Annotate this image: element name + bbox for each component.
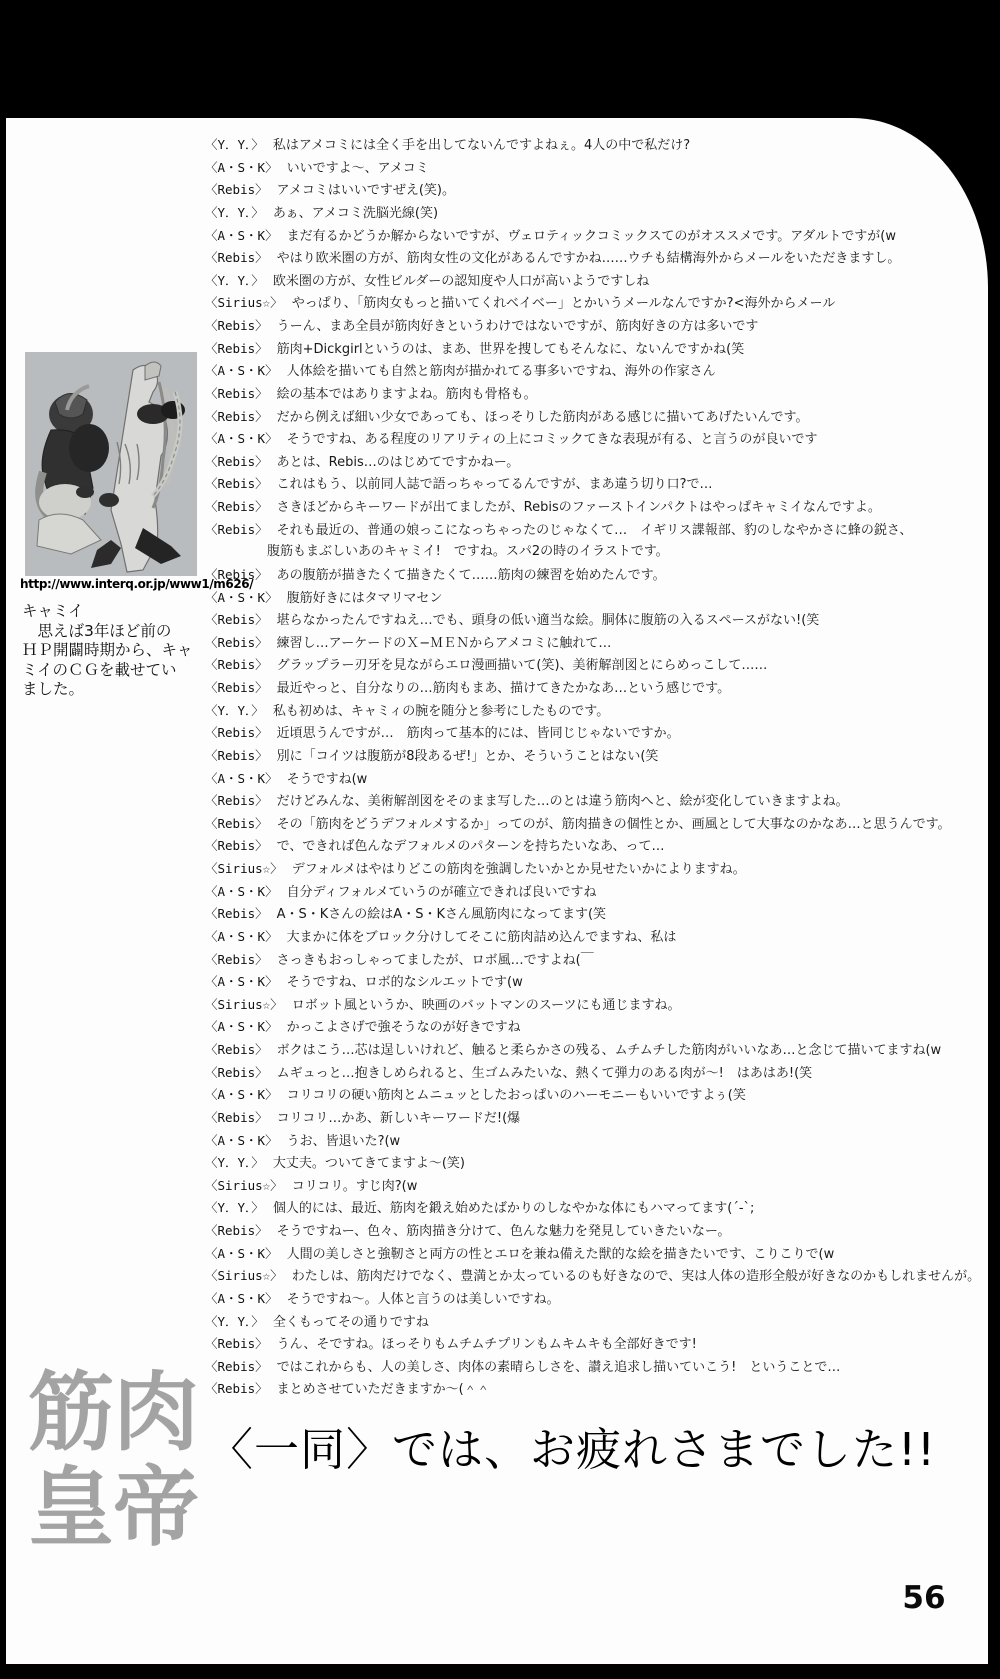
chat-speaker: 〈A・S・K〉 xyxy=(205,770,278,786)
chat-speaker: 〈Rebis〉 xyxy=(205,408,268,424)
chat-line xyxy=(205,564,984,587)
chat-line xyxy=(205,858,984,881)
page xyxy=(6,118,988,1664)
chat-text: さきほどからキーワードが出てましたが、Rebisのファーストインパクトはやっぱキャミイなんですよ。 xyxy=(276,500,881,515)
chat-speaker: 〈Rebis〉 xyxy=(205,815,268,831)
image-url-caption: http://www.interq.or.jp/www1/m626/ xyxy=(20,577,254,591)
chat-text: 筋肉+Dickgirlというのは、まあ、世界を捜してもそんなに、ないんですかね(笑 xyxy=(276,341,745,357)
chat-line xyxy=(205,247,984,270)
chat-line xyxy=(205,677,984,700)
chat-text: さっきもおっしゃってましたが、ロボ風…ですよね(￣ xyxy=(276,952,594,968)
chat-speaker: 〈Rebis〉 xyxy=(205,1042,268,1057)
chat-line xyxy=(205,1175,984,1198)
chat-line xyxy=(205,949,984,972)
chat-log xyxy=(205,134,984,1401)
chat-speaker: 〈Rebis〉 xyxy=(205,612,268,628)
chat-text: だけどみんな、美術解剖図をそのまま写した…のとは違う筋肉へと、絵が変化していきますよね。 xyxy=(276,794,849,810)
chat-speaker: 〈Rebis〉 xyxy=(205,1109,268,1125)
chat-line xyxy=(205,496,984,519)
chat-speaker: 〈Rebis〉 xyxy=(205,340,268,356)
chat-speaker: 〈Rebis〉 xyxy=(205,182,268,198)
chat-line xyxy=(205,541,984,564)
chat-text: ムギュっと…抱きしめられると、生ゴムみたいな、熱くて弾力のある肉が〜! はあはあ!(笑 xyxy=(276,1065,813,1081)
chat-line xyxy=(205,202,984,225)
chat-line xyxy=(205,451,984,474)
chat-speaker: 〈Rebis〉 xyxy=(205,793,268,809)
chat-text: 最近やっと、自分なりの…筋肉もまあ、描けてきたかなあ…という感じです。 xyxy=(276,681,731,696)
chat-text: コリコリの硬い筋肉とムニュッとしたおっぱいのハーモニーもいいですよぅ(笑 xyxy=(286,1088,746,1104)
chat-text: 人体絵を描いても自然と筋肉が描かれてる事多いですね、海外の作家さん xyxy=(286,364,716,380)
chat-line xyxy=(205,768,984,791)
chat-text: 私も初めは、キャミィの腕を随分と参考にしたものです。 xyxy=(272,703,610,719)
chat-line xyxy=(205,315,984,338)
chat-line xyxy=(205,609,984,632)
chat-text: まとめさせていただきますか〜(＾＾ xyxy=(276,1382,490,1398)
page-number: 56 xyxy=(902,1580,946,1616)
chat-line xyxy=(205,745,984,768)
chat-speaker: 〈Sirius☆〉 xyxy=(205,1268,283,1284)
chat-speaker: 〈A・S・K〉 xyxy=(205,1132,278,1148)
chat-text: その「筋肉をどうデフォルメするか」ってのが、筋肉描きの個性とか、画風として大事なのかなあ…と思うんです。 xyxy=(276,816,951,832)
chat-text: あの腹筋が描きたくて描きたくて……筋肉の練習を始めたんです。 xyxy=(276,567,666,583)
chat-text: コリコリ。すじ肉?(w xyxy=(291,1178,418,1194)
chat-line xyxy=(205,179,984,202)
chat-speaker: 〈A・S・K〉 xyxy=(205,1087,278,1103)
chat-text: 別に「コイツは腹筋が8段あるぜ!」とか、そういうことはない(笑 xyxy=(276,748,659,764)
chat-speaker: 〈Rebis〉 xyxy=(205,1381,268,1397)
chat-speaker: 〈Rebis〉 xyxy=(205,499,268,514)
logo-kanji: 帝 xyxy=(113,1458,199,1558)
chat-line xyxy=(205,157,984,180)
chat-line xyxy=(205,225,984,248)
chat-line xyxy=(205,994,984,1017)
chat-speaker: 〈Sirius☆〉 xyxy=(205,1177,283,1193)
chat-text: 人間の美しさと強靭さと両方の性とエロを兼ね備えた獣的な絵を描きたいです、こりこりで(w xyxy=(286,1246,835,1262)
chat-speaker: 〈A・S・K〉 xyxy=(205,1019,278,1035)
chat-line xyxy=(205,587,984,610)
chat-text: わたしは、筋肉だけでなく、豊満とか太っているのも好きなので、実は人体の造形全般が好きなのかもしれませんが。 xyxy=(291,1269,981,1285)
chat-text: 個人的には、最近、筋肉を鍛え始めたばかりのしなやかな体にもハマってます(´-`; xyxy=(272,1201,755,1217)
chat-speaker: 〈Rebis〉 xyxy=(205,906,268,922)
chat-line xyxy=(205,926,984,949)
chat-text: 全くもってその通りですね xyxy=(272,1314,429,1330)
chat-line xyxy=(205,1107,984,1130)
chat-line xyxy=(205,722,984,745)
chat-speaker: 〈Rebis〉 xyxy=(205,453,268,469)
caption-line: 思えば3年ほど前の xyxy=(22,621,172,640)
photo-caption xyxy=(22,602,206,700)
chat-line xyxy=(205,473,984,496)
chat-line xyxy=(205,270,984,293)
chat-text: A・S・Kさんの絵はA・S・Kさん風筋肉になってます(笑 xyxy=(276,907,607,923)
chat-speaker: 〈Rebis〉 xyxy=(205,1064,268,1080)
logo-kanji: 皇 xyxy=(28,1458,114,1558)
chat-text: いいですよ〜、アメコミ xyxy=(286,160,429,176)
chat-speaker: 〈A・S・K〉 xyxy=(205,974,278,990)
chat-speaker: 〈Y．Y．〉 xyxy=(205,1155,264,1171)
chat-speaker: 〈Rebis〉 xyxy=(205,566,268,582)
chat-speaker: 〈Rebis〉 xyxy=(205,838,268,854)
chat-line xyxy=(205,1016,984,1039)
chat-speaker: 〈Rebis〉 xyxy=(205,1223,268,1238)
chat-line xyxy=(205,971,984,994)
chat-line xyxy=(205,383,984,406)
chat-line xyxy=(205,360,984,383)
chat-line xyxy=(205,654,984,677)
chat-speaker: 〈Rebis〉 xyxy=(205,385,268,401)
chat-text: 腹筋好きにはタマリマセン xyxy=(286,590,443,606)
chat-line xyxy=(205,903,984,926)
chat-line xyxy=(205,1265,984,1288)
chat-speaker: 〈A・S・K〉 xyxy=(205,431,278,447)
caption-line: ミイのＣＧを載せてい xyxy=(22,660,177,679)
chat-text: うん、そですね。ほっそりもムチムチプリンもムキムキも全部好きです! xyxy=(276,1337,697,1353)
logo-kanji: 肉 xyxy=(113,1363,199,1463)
chat-text: そうですね〜。人体と言うのは美しいですね。 xyxy=(286,1291,560,1307)
chat-speaker: 〈Y．Y．〉 xyxy=(205,204,264,220)
chat-speaker: 〈Rebis〉 xyxy=(205,476,268,492)
chat-line xyxy=(205,1311,984,1334)
chat-line xyxy=(205,1356,984,1379)
chat-speaker: 〈Y．Y．〉 xyxy=(205,1313,264,1329)
chat-speaker: 〈A・S・K〉 xyxy=(205,1245,278,1261)
chat-text: 自分ディフォルメていうのが確立できれば良いですね xyxy=(286,884,597,900)
chat-text: グラップラー刃牙を見ながらエロ漫画描いて(笑)、美術解剖図とにらめっこして…… xyxy=(276,658,768,674)
chat-line xyxy=(205,134,984,157)
chat-text: で、できれば色んなデフォルメのパターンを持ちたいなあ、って… xyxy=(276,839,665,855)
chat-line xyxy=(205,1084,984,1107)
chat-speaker: 〈Rebis〉 xyxy=(205,1336,268,1352)
chat-text: 大まかに体をブロック分けしてそこに筋肉詰め込んでますね、私は xyxy=(286,929,677,945)
chat-line xyxy=(205,1243,984,1266)
chat-speaker: 〈Sirius☆〉 xyxy=(205,295,283,311)
chat-line xyxy=(205,292,984,315)
chat-speaker: 〈Sirius☆〉 xyxy=(205,996,283,1012)
chat-text: これはもう、以前同人誌で語っちゃってるんですが、まあ違う切り口?で… xyxy=(276,477,713,493)
chat-text: そうですね、ロボ的なシルエットです(w xyxy=(286,975,523,991)
kinniku-koutei-logo xyxy=(28,1363,199,1566)
chat-speaker: 〈Y．Y．〉 xyxy=(205,702,264,718)
cammy-cg-illustration xyxy=(25,352,197,576)
chat-line xyxy=(205,406,984,429)
chat-text: ボクはこう…芯は逞しいけれど、触ると柔らかさの残る、ムチムチした筋肉がいいなあ…と念じて描いてますね(w xyxy=(276,1043,942,1058)
chat-line xyxy=(205,1152,984,1175)
chat-line xyxy=(205,835,984,858)
chat-text: 堪らなかったんですねえ…でも、頭身の低い適当な絵。胴体に腹筋の入るスペースがない!(笑 xyxy=(276,613,820,629)
chat-speaker: 〈Rebis〉 xyxy=(205,1358,268,1374)
chat-text: やっぱり、「筋肉女もっと描いてくれベイベー」とかいうメールなんですか?<海外からメール xyxy=(291,296,836,312)
caption-line: キャミイ xyxy=(22,602,84,620)
chat-line xyxy=(205,1197,984,1220)
chat-speaker: 〈A・S・K〉 xyxy=(205,159,278,175)
chat-text: ではこれからも、人の美しさ、肉体の素晴らしさを、讃え追求し描いていこう! ということで… xyxy=(276,1359,841,1375)
chat-speaker: 〈Rebis〉 xyxy=(205,657,268,673)
chat-speaker: 〈A・S・K〉 xyxy=(205,589,278,605)
chat-text: うお、皆退いた?(w xyxy=(286,1133,401,1149)
chat-line xyxy=(205,1062,984,1085)
chat-text: だから例えば細い少女であっても、ほっそりした筋肉がある感じに描いてあげたいんです。 xyxy=(276,409,809,425)
chat-speaker: 〈Rebis〉 xyxy=(205,634,268,650)
chat-speaker: 〈A・S・K〉 xyxy=(205,363,278,379)
chat-speaker: 〈A・S・K〉 xyxy=(205,1290,278,1306)
chat-text: 絵の基本ではありますよね。筋肉も骨格も。 xyxy=(276,386,537,402)
chat-text: あぁ、アメコミ洗脳光線(笑) xyxy=(272,205,439,221)
chat-speaker: 〈Rebis〉 xyxy=(205,747,268,763)
chat-text: アメコミはいいですぜえ(笑)。 xyxy=(276,183,456,199)
chat-speaker: 〈Rebis〉 xyxy=(205,680,268,695)
chat-speaker: 〈Rebis〉 xyxy=(205,250,268,266)
chat-speaker: 〈A・S・K〉 xyxy=(205,928,278,944)
logo-kanji: 筋 xyxy=(28,1363,114,1463)
chat-text: 大丈夫。ついてきてますよ〜(笑) xyxy=(272,1156,465,1172)
chat-speaker: 〈Sirius☆〉 xyxy=(205,861,283,876)
chat-text: あとは、Rebis…のはじめてですかねー。 xyxy=(276,454,520,470)
chat-line xyxy=(205,1333,984,1356)
chat-line xyxy=(205,1039,984,1062)
chat-text: それも最近の、普通の娘っこになっちゃったのじゃなくて… イギリス諜報部、豹のしなやかさに蜂の鋭さ、 xyxy=(276,522,913,538)
chat-text: そうですね(w xyxy=(286,771,368,787)
chat-line xyxy=(205,1288,984,1311)
chat-line xyxy=(205,700,984,723)
chat-speaker: 〈Y．Y．〉 xyxy=(205,137,264,152)
chat-speaker: 〈A・S・K〉 xyxy=(205,227,278,243)
chat-text: 腹筋もまぶしいあのキャミイ! ですね。スパ2の時のイラストです。 xyxy=(267,544,669,560)
chat-text: かっこよさげで強そうなのが好きですね xyxy=(286,1020,521,1036)
chat-line xyxy=(205,519,984,542)
chat-line xyxy=(205,813,984,836)
chat-text: 練習し…アーケードのＸ−ＭＥＮからアメコミに触れて… xyxy=(276,635,612,651)
chat-line xyxy=(205,632,984,655)
chat-text: デフォルメはやはりどこの筋肉を強調したいかとか見せたいかによりますね。 xyxy=(291,862,746,877)
caption-line: ＨＰ開闢時期から、キャ xyxy=(22,641,193,659)
chat-line xyxy=(205,790,984,813)
chat-speaker: 〈Rebis〉 xyxy=(205,318,268,333)
chat-line xyxy=(205,428,984,451)
chat-text: 私はアメコミには全く手を出してないんですよねぇ。4人の中で私だけ? xyxy=(272,138,691,153)
chat-speaker: 〈Y．Y．〉 xyxy=(205,1200,264,1216)
chat-speaker: 〈Rebis〉 xyxy=(205,725,268,741)
chat-line xyxy=(205,1378,984,1401)
caption-line: ました。 xyxy=(22,680,85,698)
chat-text: やはり欧米圏の方が、筋肉女性の文化があるんですかね……ウチも結構海外からメールをいただきますし。 xyxy=(276,251,901,267)
chat-line xyxy=(205,1130,984,1153)
chat-text: うーん、まあ全員が筋肉好きというわけではないですが、筋肉好きの方は多いです xyxy=(276,319,759,334)
chat-line xyxy=(205,881,984,904)
chat-speaker: 〈Rebis〉 xyxy=(205,521,268,537)
chat-speaker: 〈Rebis〉 xyxy=(205,951,268,967)
chat-speaker: 〈Y．Y．〉 xyxy=(205,272,264,288)
closing-line: 〈一同〉では、お疲れさまでした!! xyxy=(208,1423,937,1476)
chat-text: 欧米圏の方が、女性ビルダーの認知度や人口が高いようですしね xyxy=(272,273,650,289)
chat-text: コリコリ…かあ、新しいキーワードだ!(爆 xyxy=(276,1110,521,1126)
chat-speaker: 〈A・S・K〉 xyxy=(205,883,278,899)
chat-line xyxy=(205,338,984,361)
chat-text: まだ有るかどうか解からないですが、ヴェロティックコミックスてのがオススメです。アダルトですが(w xyxy=(286,228,896,244)
chat-line xyxy=(205,1220,984,1243)
chat-text: そうですねー、色々、筋肉描き分けて、色んな魅力を発見していきたいなー。 xyxy=(276,1224,731,1239)
illustration-drawing xyxy=(25,352,197,576)
chat-text: ロボット風というか、映画のバットマンのスーツにも通じますね。 xyxy=(291,997,681,1013)
chat-text: 近頃思うんですが… 筋肉って基本的には、皆同じじゃないですか。 xyxy=(276,726,680,742)
chat-text: そうですね、ある程度のリアリティの上にコミックてきな表現が有る、と言うのが良いです xyxy=(286,432,818,448)
